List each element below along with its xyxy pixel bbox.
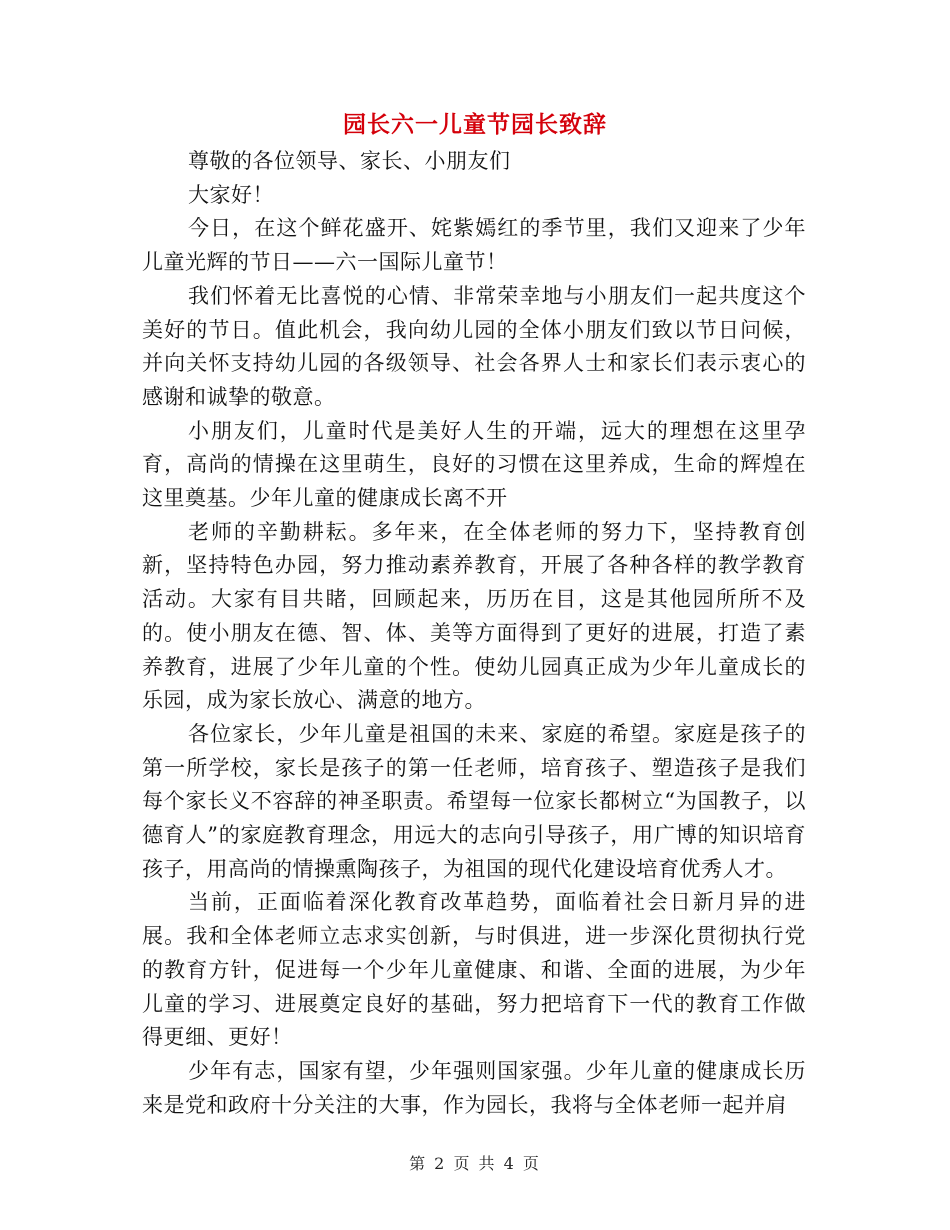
page-number: 第 2 页 共 4 页 — [409, 1154, 541, 1173]
paragraph-salutation: 尊敬的各位领导、家长、小朋友们 — [188, 149, 511, 173]
paragraph: 我们怀着无比喜悦的心情、非常荣幸地与小朋友们一起共度这个美好的节日。值此机会，我向幼儿园的全体小朋友们致以节日问候，并向关怀支持幼儿园的各级领导、社会各界人士和家长们表示衷心的感谢和诚挚的敬意。 — [142, 283, 806, 409]
paragraph: 当前，正面临着深化教育改革趋势，面临着社会日新月异的进展。我和全体老师立志求实创新，与时俱进，进一步深化贯彻执行党的教育方针，促进每一个少年儿童健康、和谐、全面的进展，为少年儿童的学习、进展奠定良好的基础，努力把培育下一代的教育工作做得更细、更好！ — [142, 890, 806, 1050]
paragraph: 老师的辛勤耕耘。多年来，在全体老师的努力下，坚持教育创新，坚持特色办园，努力推动素养教育，开展了各种各样的教学教育活动。大家有目共睹，回顾起来，历历在目，这是其他园所所不及的。使小朋友在德、智、体、美等方面得到了更好的进展，打造了素养教育，进展了少年儿童的个性。使幼儿园真正成为少年儿童成长的乐园，成为家长放心、满意的地方。 — [142, 519, 806, 713]
paragraph: 今日，在这个鲜花盛开、姹紫嫣红的季节里，我们又迎来了少年儿童光辉的节日——六一国际儿童节！ — [142, 216, 806, 275]
paragraph-greeting: 大家好！ — [188, 182, 274, 207]
document-body — [142, 145, 806, 1122]
paragraph: 小朋友们，儿童时代是美好人生的开端，远大的理想在这里孕育，高尚的情操在这里萌生，良好的习惯在这里养成，生命的辉煌在这里奠基。少年儿童的健康成长离不开 — [142, 418, 806, 511]
paragraph: 各位家长，少年儿童是祖国的未来、家庭的希望。家庭是孩子的第一所学校，家长是孩子的第一任老师，培育孩子、塑造孩子是我们每个家长义不容辞的神圣职责。希望每一位家长都树立“为国教子，以德育人”的家庭教育理念，用远大的志向引导孩子，用广博的知识培育孩子，用高尚的情操熏陶孩子，为祖国的现代化建设培育优秀人才。 — [142, 721, 806, 881]
document-title: 园长六一儿童节园长致辞 — [343, 112, 607, 138]
paragraph: 少年有志，国家有望，少年强则国家强。少年儿童的健康成长历来是党和政府十分关注的大事，作为园长，我将与全体老师一起并肩 — [142, 1058, 806, 1117]
page-footer — [0, 1152, 950, 1176]
